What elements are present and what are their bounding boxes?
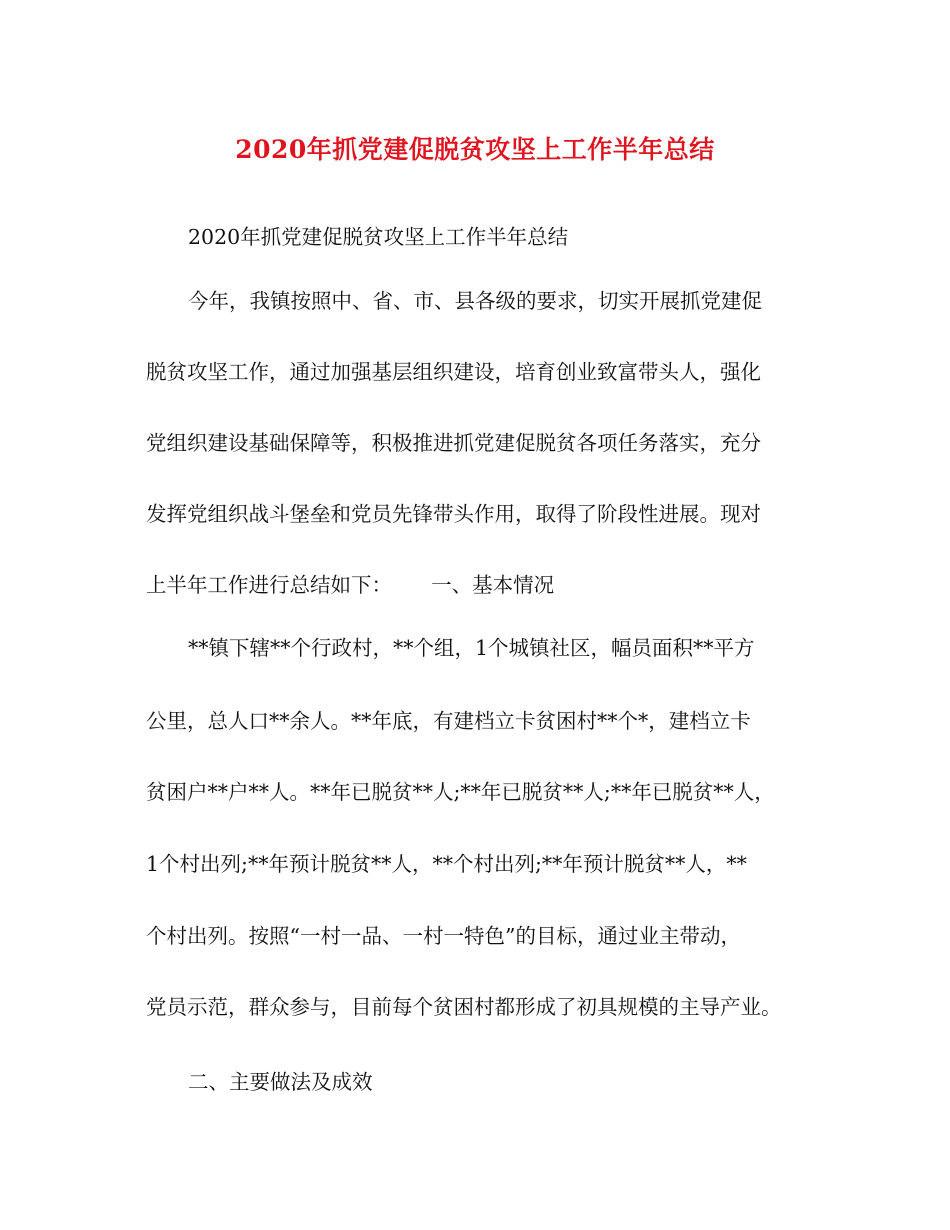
paragraph-line: 发挥党组织战斗堡垒和党员先锋带头作用，取得了阶段性进展。现对	[146, 502, 761, 526]
document-title: 2020年抓党建促脱贫攻坚上工作半年总结	[235, 135, 715, 164]
paragraph-line: 贫困户**户**人。**年已脱贫**人;**年已脱贫**人;**年已脱贫**人，	[146, 780, 775, 804]
paragraph-line: 脱贫攻坚工作，通过加强基层组织建设，培育创业致富带头人，强化	[146, 360, 761, 384]
paragraph-line: 公里，总人口**余人。**年底，有建档立卡贫困村**个*，建档立卡	[146, 709, 751, 733]
section-heading: 二、主要做法及成效	[188, 1070, 373, 1094]
paragraph-line: 个村出列。按照“一村一品、一村一特色”的目标，通过业主带动，	[146, 924, 741, 948]
paragraph-line: 党员示范，群众参与，目前每个贫困村都形成了初具规模的主导产业。	[146, 995, 782, 1019]
paragraph-line: 今年，我镇按照中、省、市、县各级的要求，切实开展抓党建促	[188, 289, 762, 313]
paragraph-line: **镇下辖**个行政村，**个组，1个城镇社区，幅员面积**平方	[188, 636, 755, 660]
paragraph-line: 1个村出列;**年预计脱贫**人，**个村出列;**年预计脱贫**人，**	[146, 852, 747, 876]
paragraph-line: 上半年工作进行总结如下： 一、基本情况	[146, 573, 555, 597]
paragraph-line: 2020年抓党建促脱贫攻坚上工作半年总结	[188, 225, 569, 249]
paragraph-line: 党组织建设基础保障等，积极推进抓党建促脱贫各项任务落实，充分	[146, 431, 761, 455]
